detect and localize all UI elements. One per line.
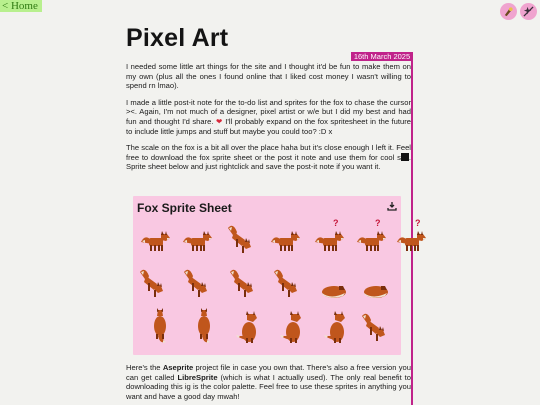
download-icon[interactable] bbox=[387, 201, 397, 211]
svg-text:?: ? bbox=[415, 218, 421, 228]
fox-sprite bbox=[355, 218, 389, 258]
censor-block-icon bbox=[401, 153, 409, 161]
fox-sprite bbox=[181, 262, 215, 302]
fox-sprite bbox=[137, 262, 171, 302]
paragraph-postit bbox=[126, 98, 411, 136]
fox-sprite bbox=[359, 262, 393, 302]
page-title: Pixel Art bbox=[126, 24, 229, 52]
fox-sprite bbox=[187, 306, 221, 346]
fox-sprite bbox=[313, 218, 347, 258]
fox-sprite bbox=[225, 218, 259, 258]
svg-text:?: ? bbox=[375, 218, 381, 228]
fox-sprite bbox=[277, 306, 311, 346]
downloads-text: Here's the bbox=[126, 363, 163, 372]
fox-sprite bbox=[227, 262, 261, 302]
downloads-text-end: (which is what I actually used). The only real benefit to downloading this ig is the color palette. Feel free to use these sprites in anything you want and have a good day mwah! bbox=[126, 372, 411, 401]
svg-text:?: ? bbox=[333, 218, 339, 228]
paint-palette-icon bbox=[503, 6, 514, 17]
fox-sprite bbox=[359, 306, 393, 346]
paragraph-scale-text: The scale on the fox is a bit all over the place haha but it's close enough I left it. Feel free to download the fox sprite sheet or the post it note and use them for cool s bbox=[126, 143, 411, 162]
paragraph-intro: I needed some little art things for the site and I thought it'd be fun to make them on my own (plus all the ones I found online that I liked cost money I wasn't willing to spend rn lmao). bbox=[126, 62, 411, 91]
paragraph-scale bbox=[126, 143, 411, 172]
paragraph-postit-end: I'll probably expand on the fox spritesheet in the future to include little jumps and stuff but maybe you could too? :D x bbox=[126, 116, 411, 136]
sparkle-crossed-icon bbox=[523, 6, 534, 17]
paragraph-scale-end: . Sprite sheet below and just rightclick and save the post-it note if you want it. bbox=[126, 152, 411, 172]
sprite-sheet-title: Fox Sprite Sheet bbox=[137, 201, 232, 215]
fox-sprite bbox=[143, 306, 177, 346]
date-badge: 16th March 2025 bbox=[351, 52, 413, 61]
libresprite-link[interactable]: LibreSprite bbox=[177, 372, 218, 382]
heart-icon: ❤ bbox=[216, 116, 223, 126]
paragraph-postit-text: I made a little post-it note for the to-do list and sprites for the fox to chase the cursor ><. Again, I'm not much of a designer, pixel artist or w/e but I did my best and had fun and thought I'd share. bbox=[126, 97, 411, 126]
fox-sprite bbox=[139, 218, 173, 258]
fox-sprite bbox=[317, 262, 351, 302]
aseprite-link[interactable]: Aseprite bbox=[162, 363, 194, 372]
fox-sprite bbox=[181, 218, 215, 258]
sparkle-toggle-button[interactable] bbox=[520, 3, 537, 20]
home-link[interactable]: < Home bbox=[0, 0, 42, 12]
fox-sprite bbox=[271, 262, 305, 302]
downloads-text-mid: project file in case you own that. There's also a free version you can get called bbox=[126, 363, 411, 382]
fox-sprite bbox=[269, 218, 303, 258]
paragraph-downloads bbox=[126, 363, 411, 401]
fox-sprite bbox=[321, 306, 355, 346]
fox-sprite-sheet bbox=[133, 196, 421, 355]
fox-sprite bbox=[395, 218, 429, 258]
fox-sprite bbox=[233, 306, 267, 346]
theme-toggle-button[interactable] bbox=[500, 3, 517, 20]
post-body bbox=[126, 62, 411, 179]
